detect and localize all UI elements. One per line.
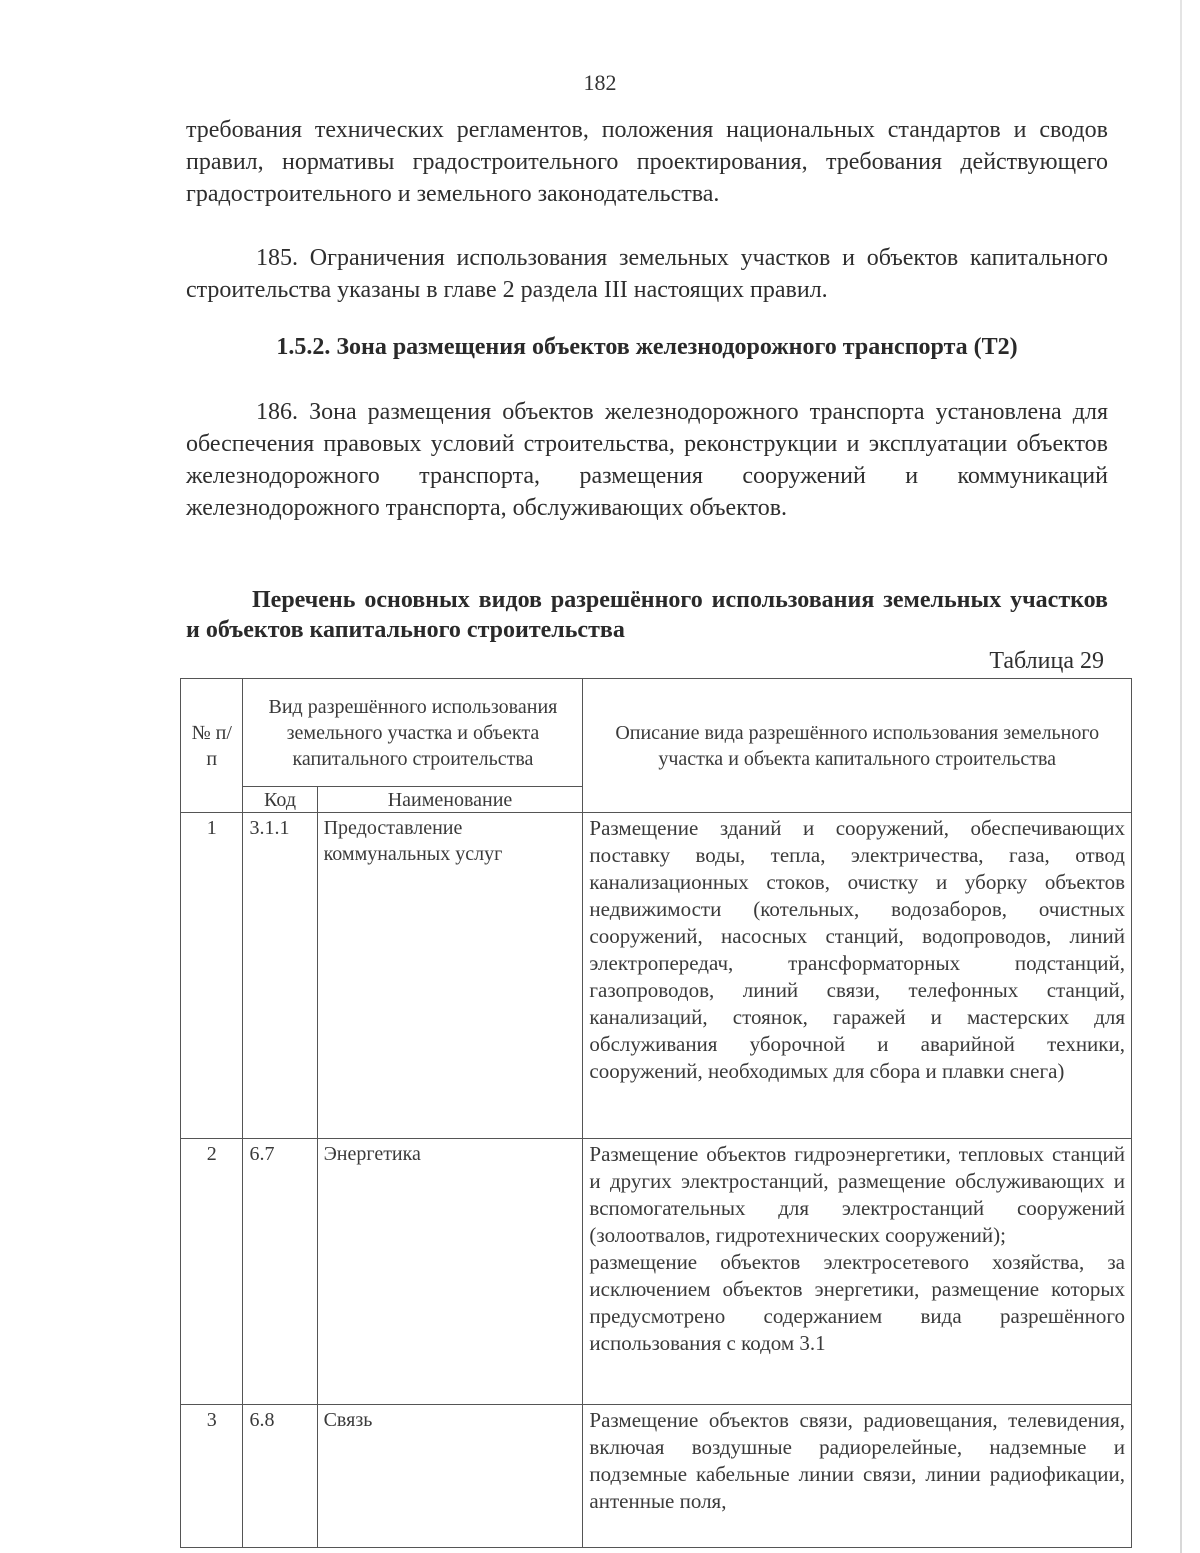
row-description (583, 1139, 1132, 1405)
row-number: 3 (181, 1405, 243, 1548)
row-code: 6.7 (243, 1139, 317, 1405)
page-number: 182 (583, 70, 617, 95)
table-row (181, 813, 1132, 1139)
header-description: Описание вида разрешённого использования земельного участка и объекта капитального строительства (583, 679, 1132, 813)
row-name: Связь (317, 1405, 583, 1548)
row-number: 1 (181, 813, 243, 1139)
row-code: 6.8 (243, 1405, 317, 1548)
paragraph-requirements: требования технических регламентов, положения национальных стандартов и сводов правил, нормативы градостроительного проектирования, требования действующего градостроительного и земельного законодательства. (186, 117, 1108, 207)
paragraph-185: 185. Ограничения использования земельных участков и объектов капитального строительства указаны в главе 2 раздела III настоящих правил. (186, 245, 1108, 303)
header-code: Код (243, 787, 317, 813)
row-name: Предоставление коммунальных услуг (317, 813, 583, 1139)
row-description-part-1: Размещение объектов гидроэнергетики, тепловых станций и других электростанций, размещение обслуживающих и вспомогательных для электростанций сооружений (золоотвалов, гидротехнических сооружений); (589, 1142, 1125, 1247)
list-heading: Перечень основных видов разрешённого использования земельных участков и объектов капитального строительства (186, 587, 1108, 643)
row-description: Размещение объектов связи, радиовещания, телевидения, включая воздушные радиорелейные, надземные и подземные кабельные линии связи, линии радиофикации, антенные поля, (583, 1405, 1132, 1548)
paragraph-186: 186. Зона размещения объектов железнодорожного транспорта установлена для обеспечения правовых условий строительства, реконструкции и эксплуатации объектов железнодорожного транспорта, размещения сооружений и коммуникаций железнодорожного транспорта, обслуживающих объектов. (186, 399, 1108, 521)
row-number: 2 (181, 1139, 243, 1405)
row-name: Энергетика (317, 1139, 583, 1405)
table-row (181, 1139, 1132, 1405)
row-description: Размещение зданий и сооружений, обеспечивающих поставку воды, тепла, электричества, газа, отвод канализационных стоков, очистку и уборку объектов недвижимости (котельных, водозаборов, очистных сооружений, насосных станций, водопроводов, линий электропередач, трансформаторных подстанций, газопроводов, линий связи, телефонных станций, канализаций, стоянок, гаражей и мастерских для обслуживания уборочной и аварийной техники, сооружений, необходимых для сбора и плавки снега) (583, 813, 1132, 1139)
permitted-use-table (180, 678, 1132, 1548)
section-heading: 1.5.2. Зона размещения объектов железнодорожного транспорта (Т2) (276, 334, 1018, 360)
header-name: Наименование (317, 787, 583, 813)
page-edge (1180, 0, 1182, 1553)
header-number: № п/п (181, 679, 243, 813)
table-row (181, 1405, 1132, 1548)
header-kind: Вид разрешённого использования земельного участка и объекта капитального строительства (243, 679, 583, 787)
table-caption: Таблица 29 (989, 648, 1104, 674)
row-code: 3.1.1 (243, 813, 317, 1139)
row-description-part-2: размещение объектов электросетевого хозяйства, за исключением объектов энергетики, размещение которых предусмотрено содержанием вида разрешённого использования с кодом 3.1 (589, 1250, 1125, 1355)
